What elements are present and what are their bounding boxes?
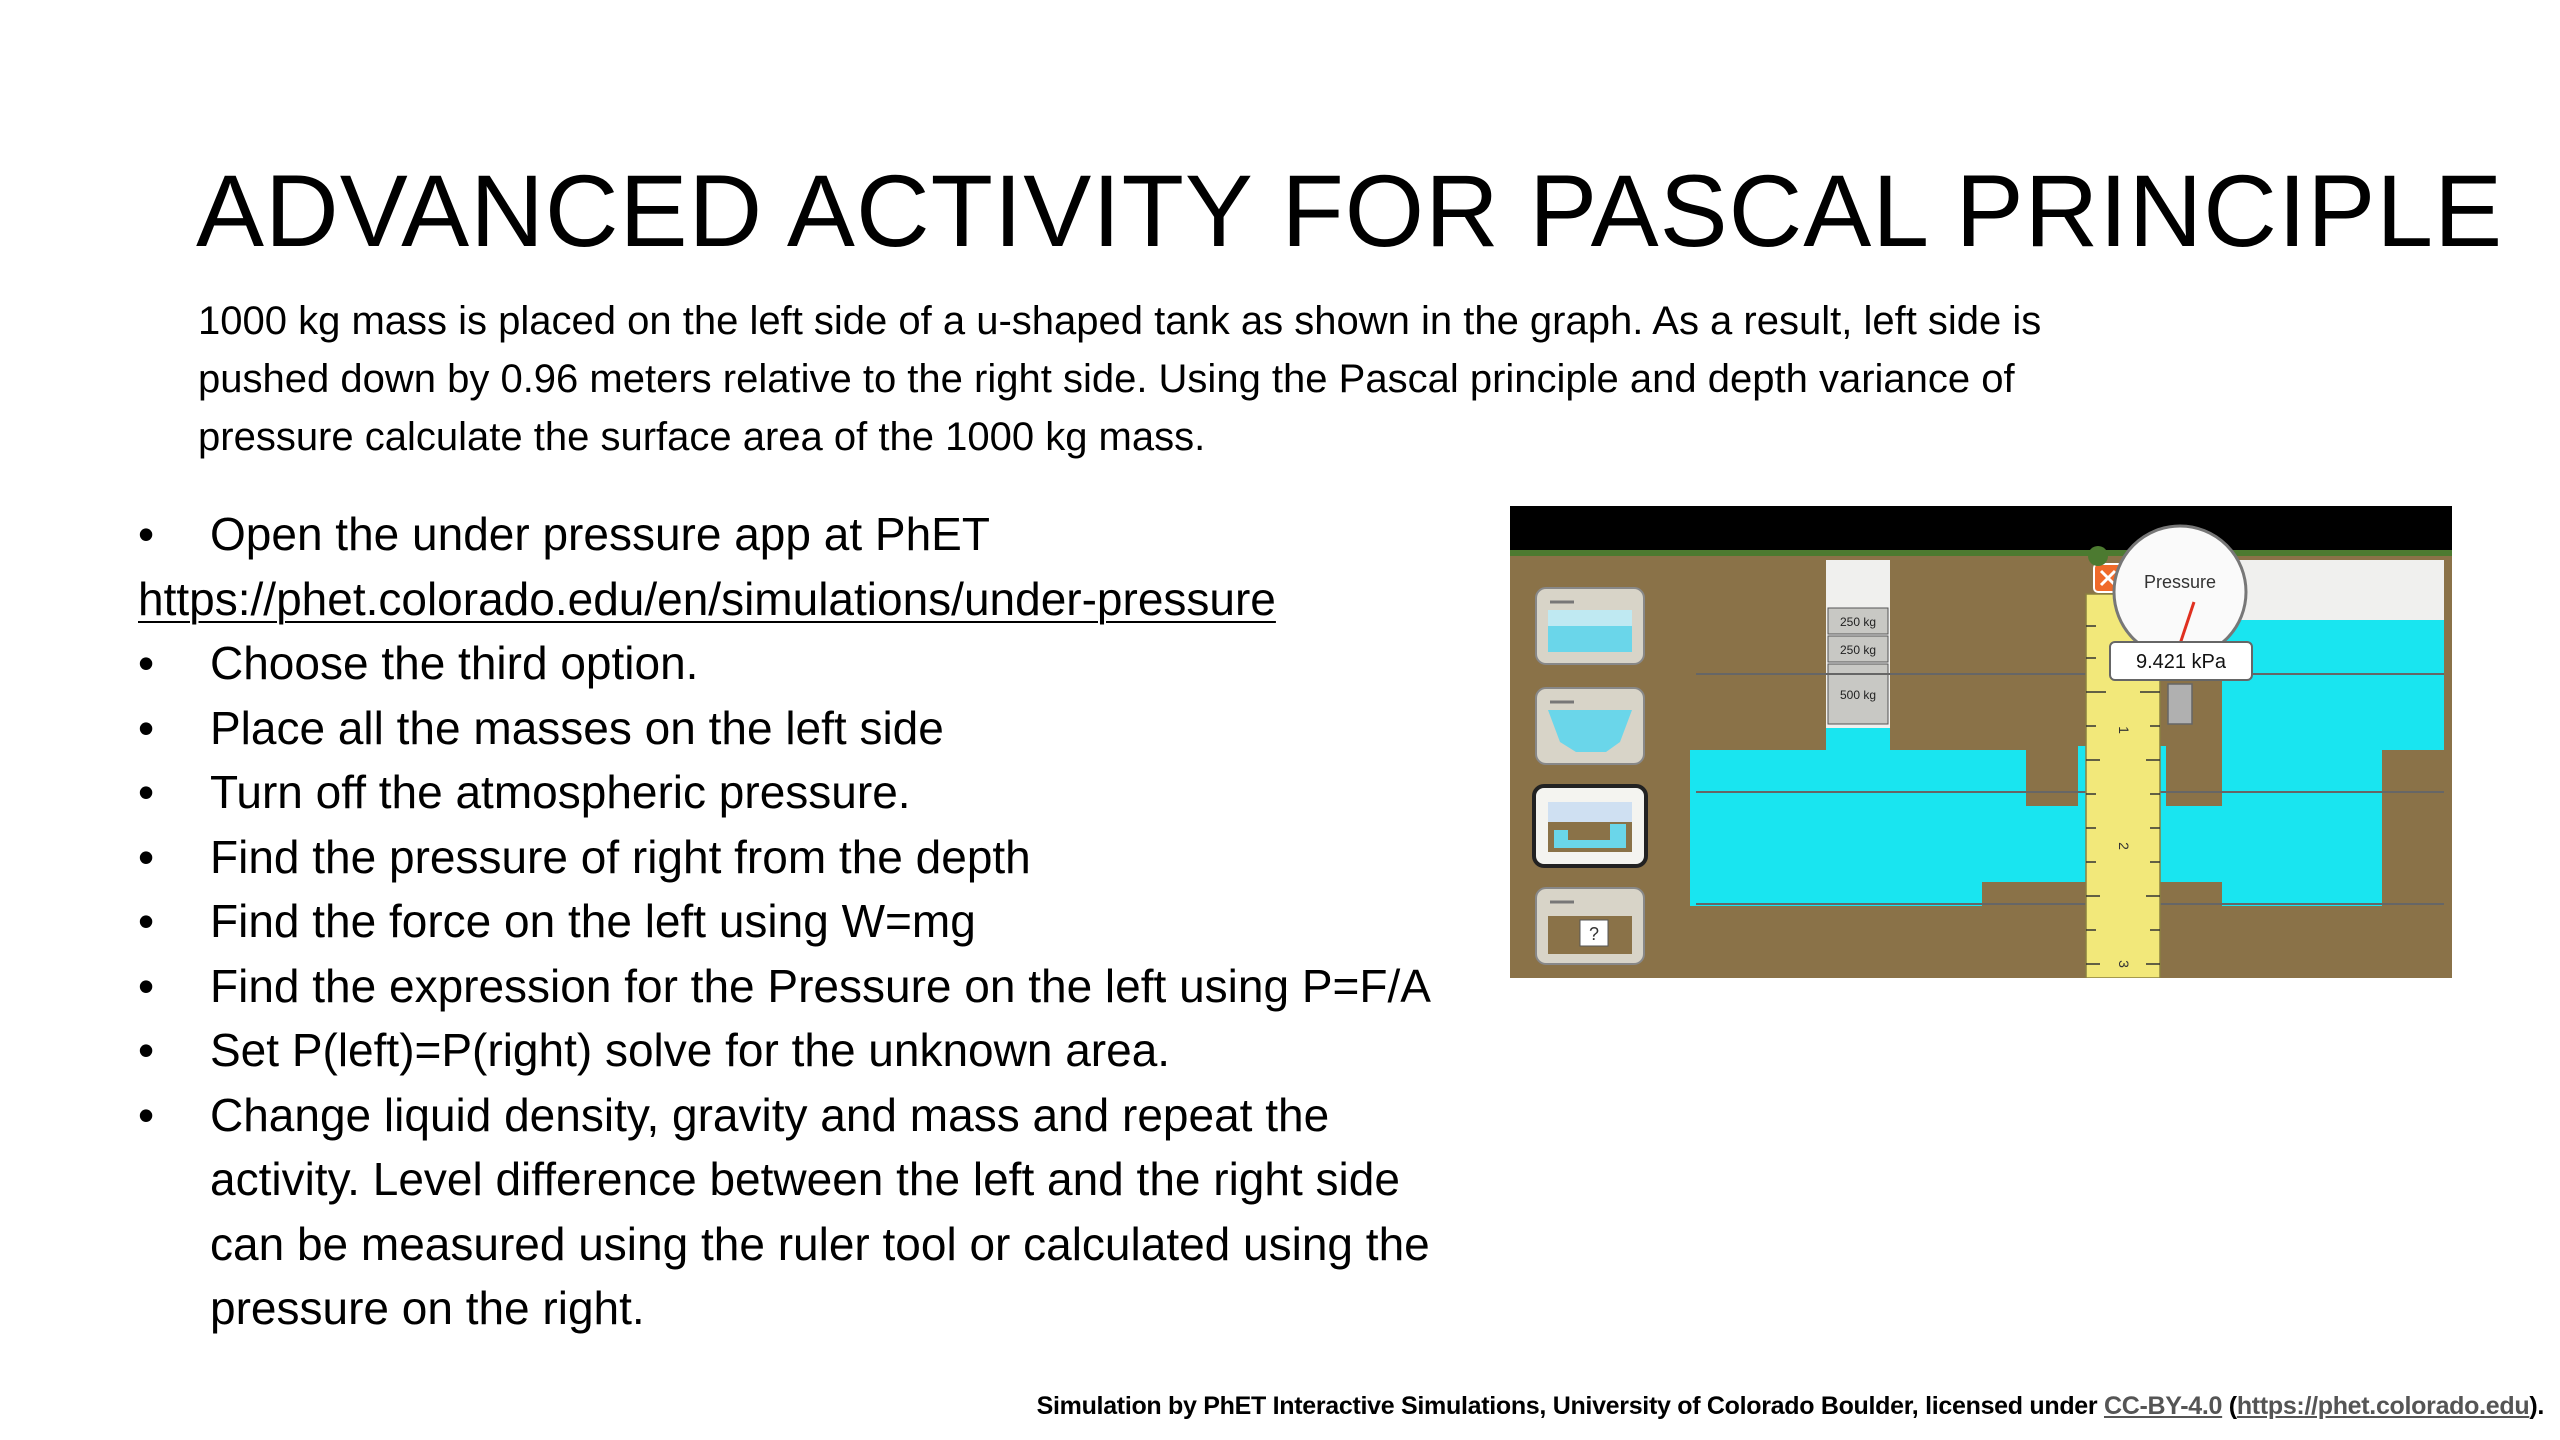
list-item	[138, 696, 1558, 761]
attribution-footer	[1037, 1392, 2544, 1421]
intro-line: pushed down by 0.96 meters relative to the right side. Using the Pascal principle and depth variance of	[198, 357, 2015, 401]
bullet-icon: •	[138, 701, 155, 754]
list-item-text: Find the pressure of right from the depth	[210, 830, 1031, 883]
license-link[interactable]: CC-BY-4.0	[2103, 1392, 2223, 1420]
pressure-gauge-dial[interactable]	[2114, 526, 2246, 658]
scene-button-1[interactable]	[1536, 588, 1644, 664]
list-item-text: Turn off the atmospheric pressure.	[210, 766, 911, 818]
phet-simulation-screenshot	[1510, 506, 2452, 978]
ruler-handle[interactable]	[2088, 546, 2108, 566]
list-item-continuation: can be measured using the ruler tool or calculated using the	[210, 1217, 1430, 1270]
list-item-text: Open the under pressure app at PhET	[210, 508, 990, 560]
list-item-url-row	[138, 567, 1558, 632]
bullet-icon: •	[138, 637, 155, 689]
ruler-label: 2	[2116, 842, 2132, 850]
list-item	[138, 1018, 1558, 1083]
mass-label: 500 kg	[1839, 688, 1877, 702]
attribution-paren: (	[2222, 1392, 2237, 1420]
bullet-icon: •	[138, 895, 155, 947]
water-step-right	[2166, 750, 2222, 806]
intro-line: pressure calculate the surface area of the 1000 kg mass.	[198, 415, 1206, 459]
list-item	[138, 631, 1558, 696]
list-item-continuation: activity. Level difference between the left and the right side	[210, 1153, 1400, 1205]
ruler-label: 3	[2116, 960, 2132, 968]
water-step-right-low	[2166, 882, 2222, 906]
scene-button-2[interactable]	[1536, 688, 1644, 764]
list-item	[138, 502, 1558, 567]
phet-url-link[interactable]: https://phet.colorado.edu/en/simulations/under-pressure	[138, 572, 1276, 625]
slide-title: ADVANCED ACTIVITY FOR PASCAL PRINCIPLE	[196, 154, 2504, 268]
water-step-left-low	[2026, 882, 2078, 906]
list-item-text: Choose the third option.	[210, 637, 699, 689]
mass-label: 250 kg	[1839, 643, 1877, 657]
grass-strip	[1510, 550, 2452, 556]
bullet-icon: •	[138, 830, 155, 883]
list-item	[138, 954, 1558, 1019]
mass-label: 250 kg	[1839, 615, 1877, 629]
intro-line: 1000 kg mass is placed on the left side of a u-shaped tank as shown in the graph. As a result, left side is	[198, 299, 2042, 343]
bullet-icon: •	[138, 1088, 155, 1141]
scene-button-4[interactable]	[1536, 888, 1644, 964]
gauge-title: Pressure	[2143, 572, 2217, 592]
bullet-icon: •	[138, 1024, 155, 1076]
instruction-list	[138, 502, 1558, 1341]
attribution-close: ).	[2529, 1392, 2544, 1420]
ruler-label: 1	[2116, 726, 2132, 734]
gauge-stem	[2168, 684, 2192, 724]
attribution-text: Simulation by PhET Interactive Simulations, University of Colorado Boulder, licensed under	[1036, 1392, 2104, 1420]
water-step-left	[2026, 750, 2078, 806]
list-item-text: Find the force on the left using W=mg	[210, 895, 976, 947]
bullet-icon: •	[138, 508, 155, 560]
list-item-text: Change liquid density, gravity and mass and repeat the	[210, 1088, 1330, 1141]
list-item-text: Find the expression for the Pressure on the left using P=F/A	[210, 959, 1431, 1012]
phet-site-link[interactable]: https://phet.colorado.edu	[2236, 1392, 2530, 1420]
list-item-text: Place all the masses on the left side	[210, 701, 944, 754]
list-item-continuation: pressure on the right.	[210, 1282, 645, 1334]
mystery-icon: ?	[1588, 924, 1600, 944]
bullet-icon: •	[138, 766, 155, 818]
intro-paragraph	[198, 292, 2328, 466]
list-item	[138, 825, 1558, 890]
bullet-icon: •	[138, 959, 155, 1012]
list-item-text: Set P(left)=P(right) solve for the unknown area.	[210, 1024, 1171, 1076]
gauge-reading: 9.421 kPa	[2135, 651, 2227, 673]
scene-button-3-selected[interactable]	[1534, 786, 1646, 866]
list-item	[138, 760, 1558, 825]
list-item	[138, 1083, 1558, 1148]
list-item	[138, 889, 1558, 954]
